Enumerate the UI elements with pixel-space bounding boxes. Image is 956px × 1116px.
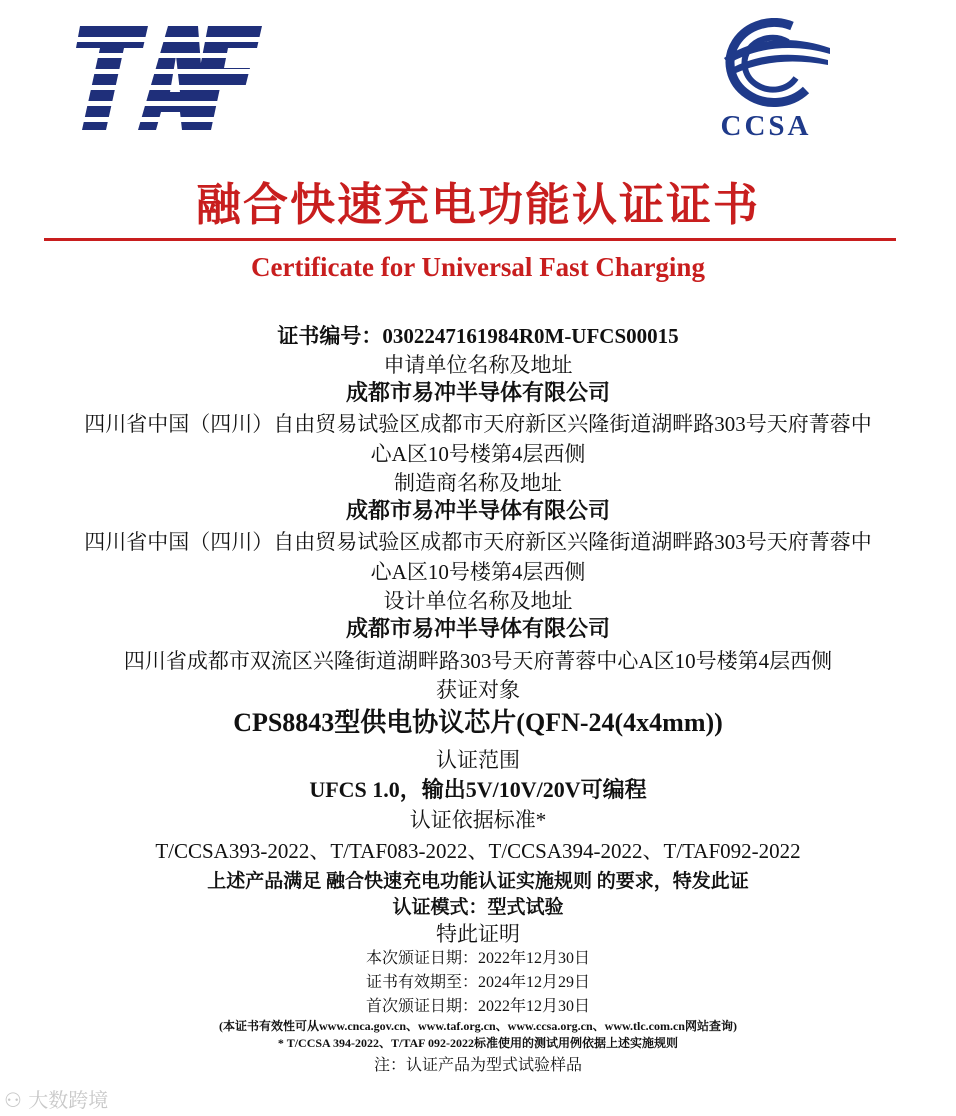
issue-date: 本次颁证日期：2022年12月30日 (365, 950, 590, 967)
scope-label: 认证范围 (436, 748, 520, 772)
manufacturer-label: 制造商名称及地址 (394, 471, 562, 495)
taf-logo (58, 26, 262, 130)
certification-mode: 认证模式：型式试验 (392, 897, 564, 918)
watermark-text: 大数跨境 (28, 1088, 109, 1112)
valid-until-date: 证书有效期至：2024年12月29日 (365, 974, 590, 991)
designer-name: 成都市易冲半导体有限公司 (345, 616, 610, 641)
manufacturer-name: 成都市易冲半导体有限公司 (345, 498, 610, 523)
certificate-title-cn: 融合快速充电功能认证证书 (195, 178, 760, 231)
validity-note: (本证书有效性可从www.cnca.gov.cn、www.taf.org.cn、www.ccsa.org.cn、www.tlc.com.cn网站查询) (219, 1019, 737, 1033)
watermark-icon: ⚇ (4, 1088, 29, 1112)
applicant-address-line1: 四川省中国（四川）自由贸易试验区成都市天府新区兴隆街道湖畔路303号天府菁蓉中 (84, 412, 872, 436)
hereby-certify: 特此证明 (436, 922, 520, 946)
ccsa-logo (696, 18, 836, 140)
applicant-label: 申请单位名称及地址 (383, 353, 573, 377)
designer-label: 设计单位名称及地址 (383, 589, 573, 613)
designer-address: 四川省成都市双流区兴隆街道湖畔路303号天府菁蓉中心A区10号楼第4层西侧 (123, 649, 833, 673)
ccsa-logo-text: CCSA (720, 110, 812, 142)
certificate-title-en: Certificate for Universal Fast Charging (251, 252, 705, 282)
applicant-name: 成都市易冲半导体有限公司 (345, 380, 610, 405)
applicant-address-line2: 心A区10号楼第4层西侧 (370, 442, 586, 466)
product-value: CPS8843型供电协议芯片(QFN-24(4x4mm)) (233, 708, 723, 737)
product-label: 获证对象 (436, 678, 520, 702)
manufacturer-address-line2: 心A区10号楼第4层西侧 (370, 560, 586, 584)
standards-value: T/CCSA393-2022、T/TAF083-2022、T/CCSA394-2022、T/TAF092-2022 (155, 839, 801, 863)
conformity-statement: 上述产品满足 融合快速充电功能认证实施规则 的要求，特发此证 (207, 871, 749, 892)
standards-footnote: * T/CCSA 394-2022、T/TAF 092-2022标准使用的测试用例依据上述实施规则 (277, 1036, 679, 1050)
standards-label: 认证依据标准* (409, 808, 547, 832)
certificate-number: 证书编号：0302247161984R0M-UFCS00015 (277, 324, 679, 348)
title-divider (44, 238, 896, 241)
first-issue-date: 首次颁证日期：2022年12月30日 (365, 998, 590, 1015)
scope-value: UFCS 1.0，输出5V/10V/20V可编程 (309, 777, 647, 802)
sample-note: 注：认证产品为型式试验样品 (373, 1057, 582, 1074)
watermark (4, 1084, 108, 1113)
manufacturer-address-line1: 四川省中国（四川）自由贸易试验区成都市天府新区兴隆街道湖畔路303号天府菁蓉中 (84, 530, 872, 554)
